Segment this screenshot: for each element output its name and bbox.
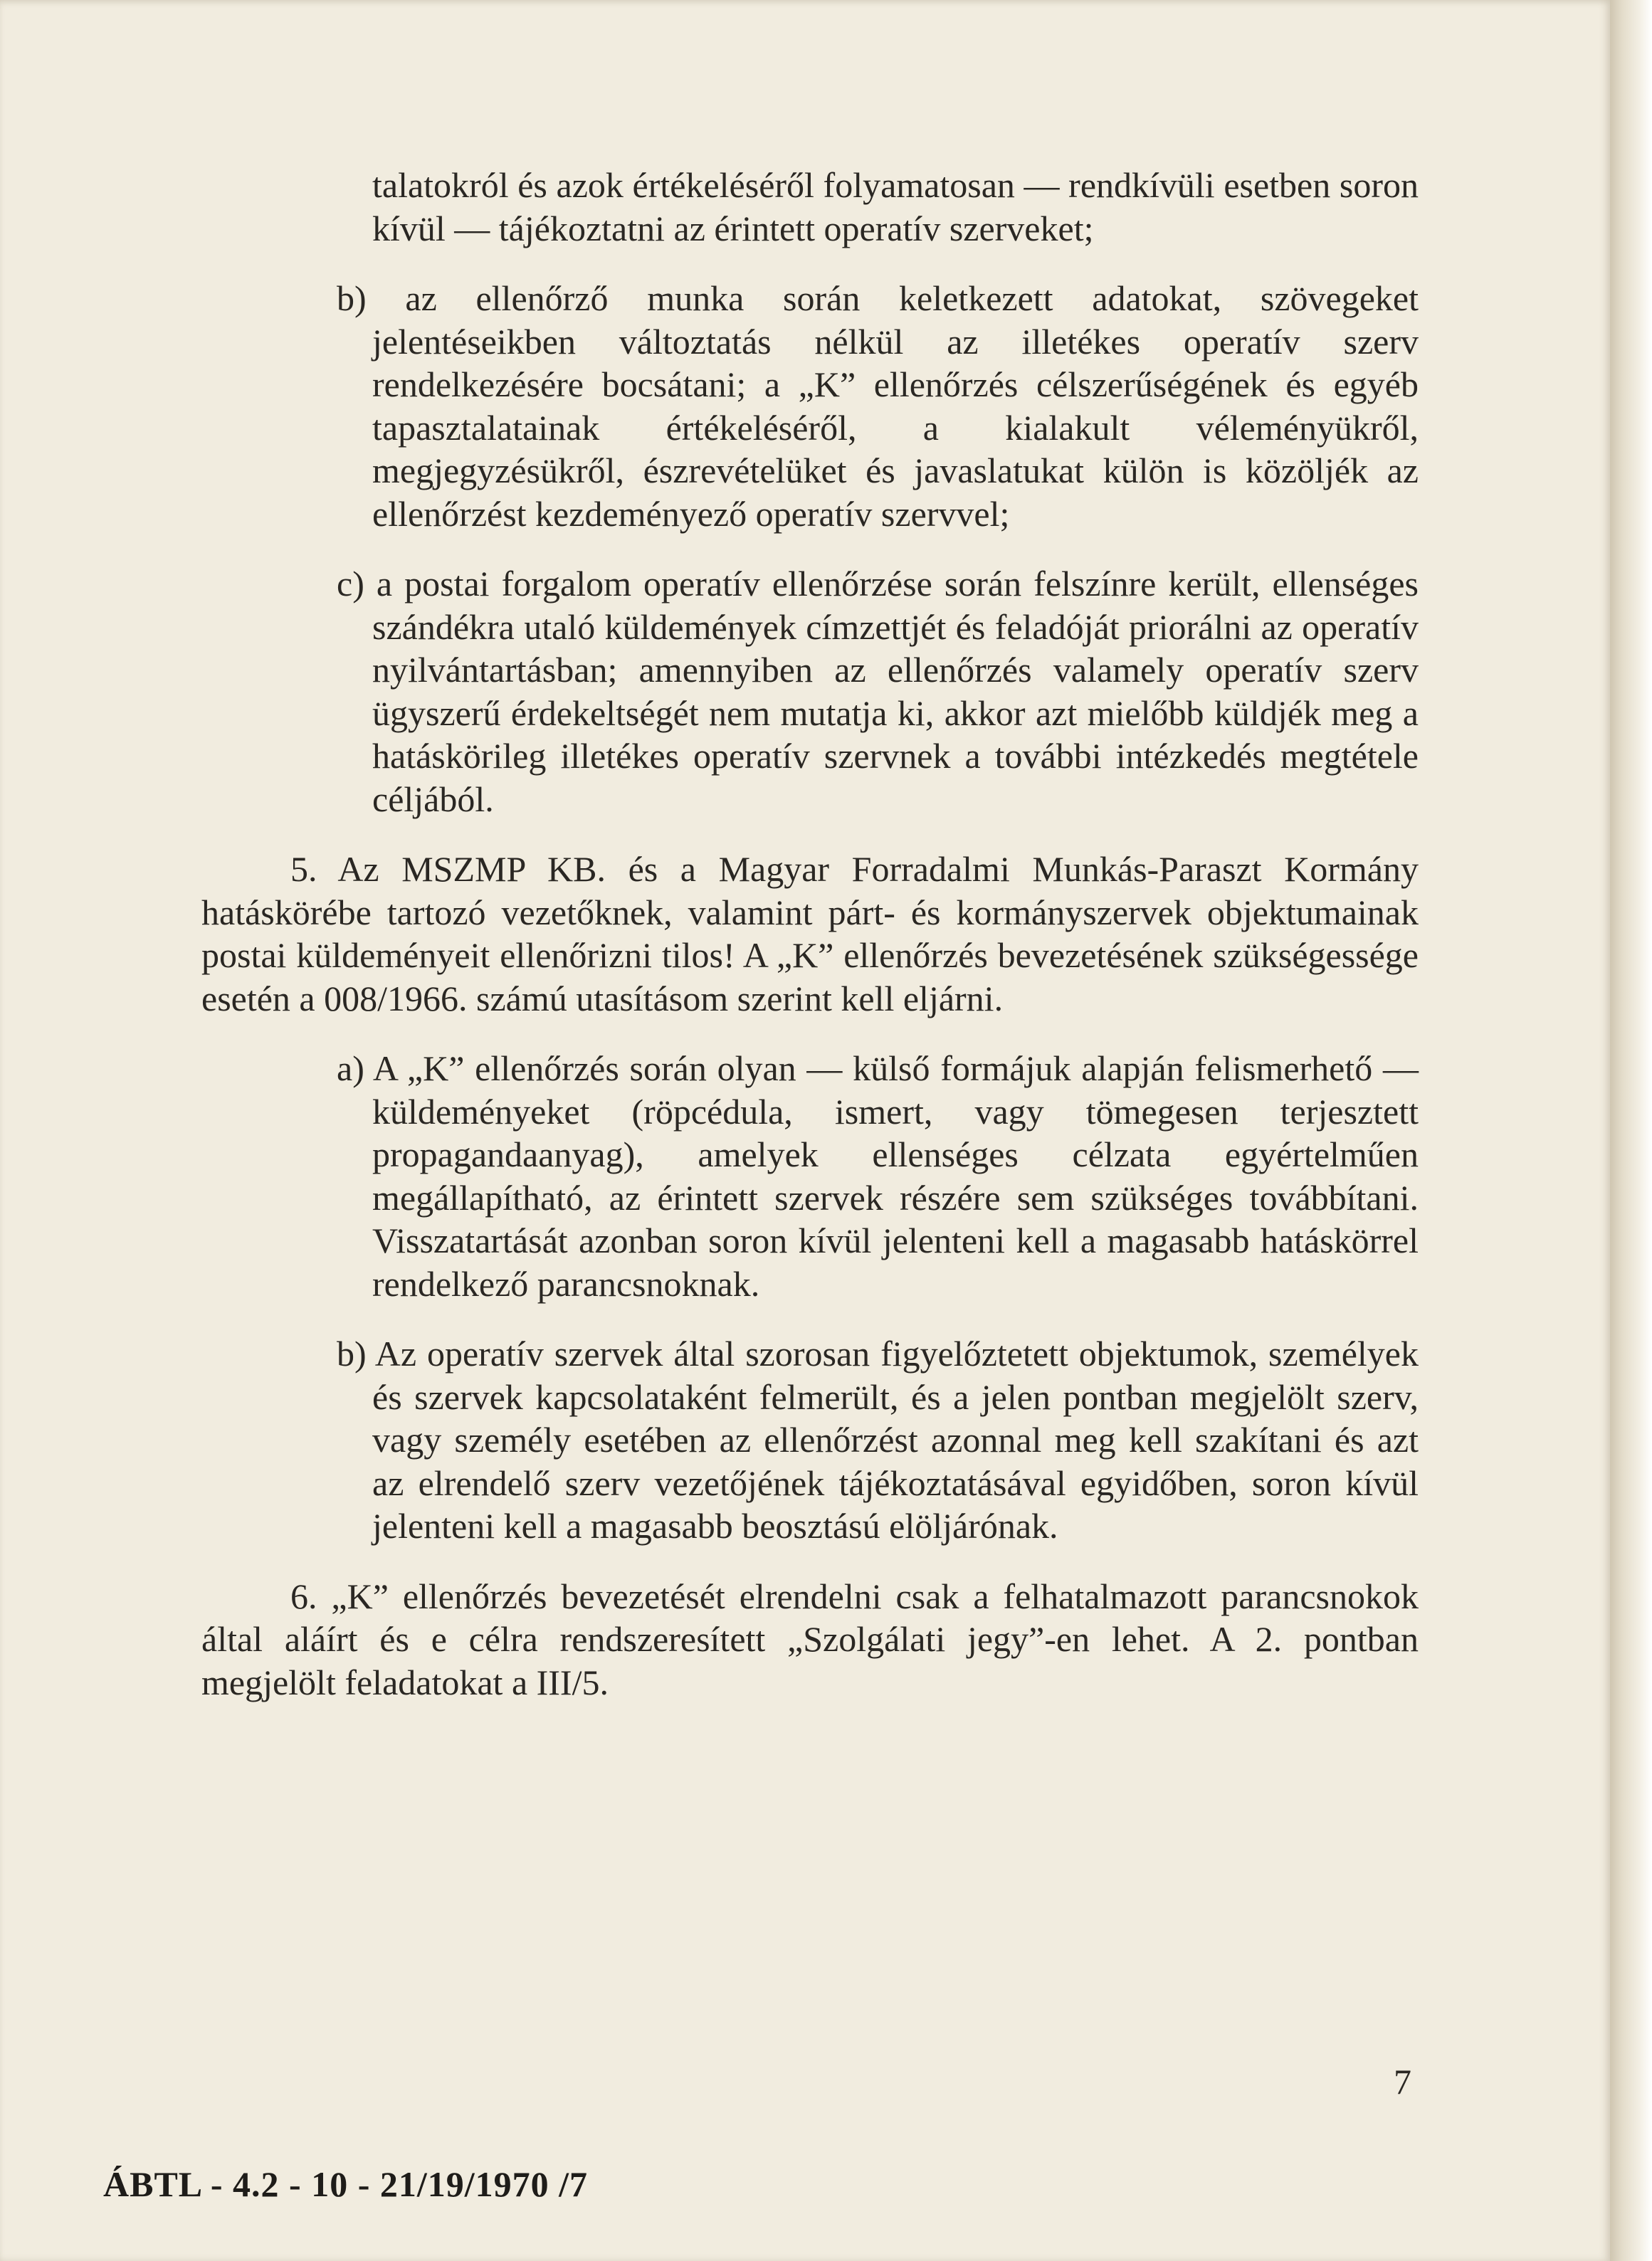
page-number: 7	[1394, 2062, 1411, 2102]
list-item-c: c) a postai forgalom operatív ellenőrzése során felszínre került, ellenséges szándékra utaló küldemények címzettjét és feladóját priorálni az operatív nyilvántartásban; amennyiben az ellenőrzés valamely operatív szerv ügyszerű érdekeltségét nem mutatja ki, akkor azt mielőbb küldjék meg a hatáskörileg illetékes operatív szervnek a további intézkedés megtétele céljából.	[337, 564, 1419, 819]
section-6-paragraph: 6. „K” ellenőrzés bevezetését elrendelni csak a felhatalmazott parancsnokok által aláírt és e célra rendszeresített „Szolgálati jegy”-en lehet. A 2. pontban megjelölt feladatokat a III/5.	[201, 1576, 1419, 1702]
page-edge-shadow	[1610, 0, 1652, 2261]
list-item-5a: a) A „K” ellenőrzés során olyan — külső formájuk alapján felismerhető — küldeményeket (röpcédula, ismert, vagy tömegesen terjesztett propagandaanyag), amelyek ellenséges célzata egyértelműen megállapítható, az érintett szervek részére sem szükséges továbbítani. Visszatartását azonban soron kívül jelenteni kell a magasabb hatáskörrel rendelkező parancsnoknak.	[337, 1048, 1419, 1304]
paragraph-continuation: talatokról és azok értékeléséről folyamatosan — rendkívüli esetben soron kívül — tájékoztatni az érintett operatív szerveket;	[372, 165, 1419, 248]
section-5-paragraph: 5. Az MSZMP KB. és a Magyar Forradalmi Munkás-Paraszt Kormány hatáskörébe tartozó vezetőknek, valamint párt- és kormányszervek objektumainak postai küldeményeit ellenőrizni tilos! A „K” ellenőrzés bevezetésének szükségessége esetén a 008/1966. számú utasításom szerint kell eljárni.	[201, 849, 1419, 1018]
list-item-5b: b) Az operatív szervek által szorosan figyelőztetett objektumok, személyek és szervek kapcsolataként felmerült, és a jelen pontban megjelölt szerv, vagy személy esetében az ellenőrzést azonnal meg kell szakítani és azt az elrendelő szerv vezetőjének tájékoztatásával egyidőben, soron kívül jelenteni kell a magasabb beosztású elöljárónak.	[337, 1334, 1419, 1546]
archive-reference-stamp: ÁBTL - 4.2 - 10 - 21/19/1970 /7	[103, 2164, 589, 2204]
list-item-b: b) az ellenőrző munka során keletkezett adatokat, szövegeket jelentéseikben változtatás nélkül az illetékes operatív szerv rendelkezésére bocsátani; a „K” ellenőrzés célszerűségének és egyéb tapasztalatainak értékeléséről, a kialakult véleményükről, megjegyzésükről, észrevételüket és javaslatukat külön is közöljék az ellenőrzést kezdeményező operatív szervvel;	[337, 278, 1419, 534]
document-body	[201, 164, 1419, 1704]
